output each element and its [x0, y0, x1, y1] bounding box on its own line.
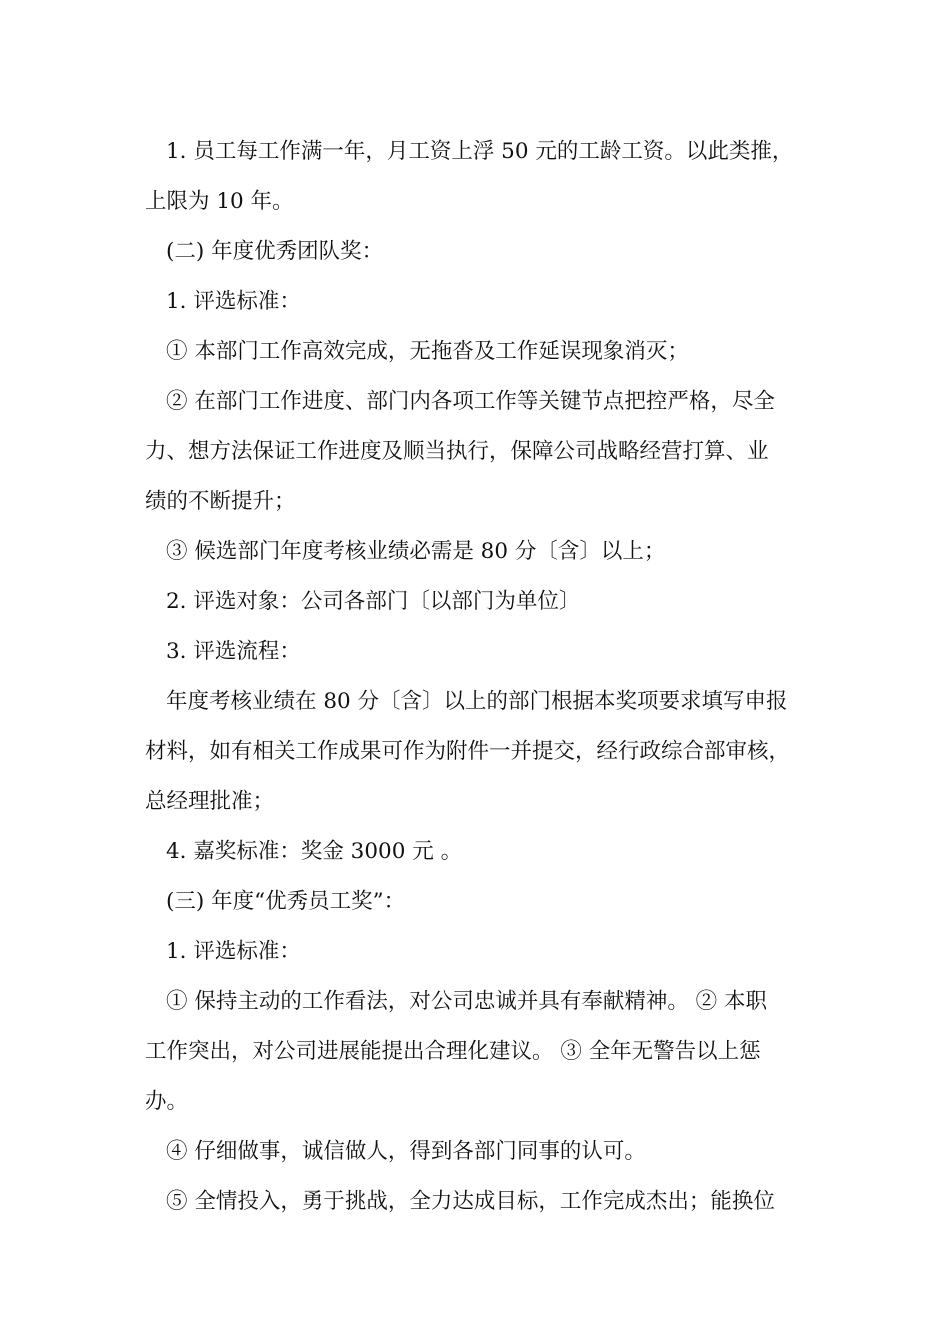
text-line: 工作突出，对公司进展能提出合理化建议。 ③ 全年无警告以上惩: [145, 1039, 761, 1064]
text-line: 上限为 10 年。: [145, 189, 294, 214]
text-line: 1. 评选标准：: [166, 939, 301, 964]
text-line: ② 在部门工作进度、部门内各项工作等关键节点把控严格，尽全: [166, 389, 775, 414]
text-line: 4. 嘉奖标准：奖金 3000 元 。: [166, 839, 463, 864]
text-line: ⑤ 全情投入，勇于挑战，全力达成目标，工作完成杰出；能换位: [166, 1189, 775, 1214]
text-line: 2. 评选对象：公司各部门〔以部门为单位〕: [166, 589, 581, 614]
subheading-criteria: [145, 927, 825, 977]
section-heading-employee-award: [145, 877, 825, 927]
text-line: ① 保持主动的工作看法，对公司忠诚并具有奉献精神。 ② 本职: [166, 989, 768, 1014]
text-line: 总经理批准；: [145, 789, 275, 814]
subheading-targets: [145, 577, 825, 627]
text-line: 力、想方法保证工作进度及顺当执行，保障公司战略经营打算、业: [145, 439, 769, 464]
subheading-process: [145, 627, 825, 677]
text-line: 1. 员工每工作满一年，月工资上浮 50 元的工龄工资。以此类推，: [166, 139, 794, 164]
criterion-item: [145, 527, 825, 577]
subheading-criteria: [145, 277, 825, 327]
reward-standard: [145, 827, 825, 877]
paragraph-seniority-pay: [145, 127, 825, 227]
criterion-item: [145, 1177, 825, 1227]
text-line: ③ 候选部门年度考核业绩必需是 80 分〔含〕以上；: [166, 539, 666, 564]
section-heading-team-award: [145, 227, 825, 277]
criterion-item: [145, 1127, 825, 1177]
text-line: 3. 评选流程：: [166, 639, 301, 664]
text-line: ④ 仔细做事，诚信做人，得到各部门同事的认可。: [166, 1139, 646, 1164]
text-line: 材料，如有相关工作成果可作为附件一并提交，经行政综合部审核，: [145, 739, 791, 764]
text-line: 绩的不断提升；: [145, 489, 296, 514]
document-body: [145, 127, 825, 1227]
text-line: 办。: [145, 1089, 189, 1114]
text-line: 1. 评选标准：: [166, 289, 301, 314]
criterion-item: [145, 977, 825, 1127]
text-line: ① 本部门工作高效完成，无拖沓及工作延误现象消灭；: [166, 339, 689, 364]
text-line: (三) 年度“优秀员工奖”：: [166, 889, 406, 914]
process-paragraph: [145, 677, 825, 827]
criterion-item: [145, 327, 825, 377]
text-line: 年度考核业绩在 80 分〔含〕以上的部门根据本奖项要求填写申报: [166, 689, 788, 714]
criterion-item: [145, 377, 825, 527]
text-line: (二) 年度优秀团队奖：: [166, 239, 384, 264]
